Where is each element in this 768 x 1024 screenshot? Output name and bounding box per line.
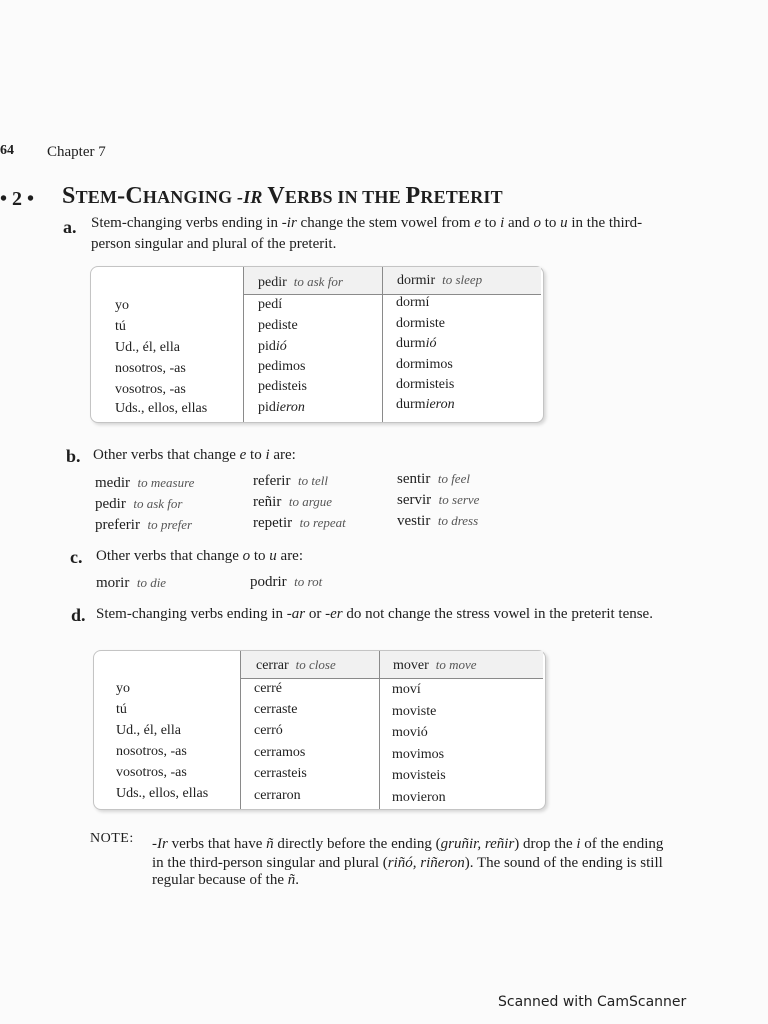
gloss: to feel [437,471,470,486]
page-number: 64 [0,143,14,158]
form-cerrar: cerraste [254,702,298,717]
text: riñó, riñeron [387,855,465,871]
gloss: to prefer [147,517,193,532]
text: in the third-person singular and plural ( [152,855,388,871]
text: Other verbs that change [96,548,243,564]
pronoun: tú [115,319,126,334]
title-part: P [405,183,421,209]
title-part: -C [117,183,143,209]
title-part: -IR [232,187,268,207]
verb: morir [96,575,130,591]
text: u [560,215,568,231]
pronoun: vosotros, -as [116,765,187,780]
form-mover: movimos [392,747,445,762]
form-dormir [396,397,455,413]
form-cerrar: cerró [254,723,283,738]
text: are: [269,447,296,463]
title-part: S [62,183,76,209]
form-mover: moví [392,682,421,697]
form-cerrar: cerré [254,681,282,696]
verb-entry [253,491,332,513]
verb-entry [96,572,166,594]
form-pedir [258,379,307,395]
form-pedir [258,339,287,355]
form-part: dormí [396,295,430,310]
gloss: to serve [438,492,480,507]
verb: mover [393,658,429,673]
column-header-mover [393,657,477,674]
part-d-text [96,604,653,625]
verb: cerrar [256,658,289,673]
form-part: ió [425,336,437,351]
verb-entry [95,472,194,494]
part-b-letter: b. [66,446,81,466]
part-a-letter: a. [63,217,77,237]
column-divider [240,651,241,809]
text: i [500,215,505,231]
text: ñ [266,836,274,852]
title-part: ERBS IN THE [284,187,406,207]
form-mover: movió [392,725,428,740]
gloss: to close [295,657,336,672]
scanner-watermark: Scanned with CamScanner [498,994,687,1010]
form-mover: moviste [392,704,437,719]
column-divider [379,651,380,809]
verb-entry [397,489,479,511]
text: of the ending [580,836,664,852]
verb: repetir [253,515,293,531]
verb: referir [253,473,291,489]
form-part: ieron [275,400,305,415]
text: directly before the ending ( [273,836,441,852]
verb: pedir [258,275,287,290]
verb: pedir [95,496,126,512]
verb-entry [397,510,478,532]
verb-entry [250,571,322,593]
text: Other verbs that change [93,447,240,463]
title-part: V [267,183,285,209]
text: or [305,606,326,622]
form-pedir [258,297,282,313]
pronoun: Uds., ellos, ellas [116,786,209,801]
verb: reñir [253,494,282,510]
form-part: durm [396,397,426,412]
pronoun: vosotros, -as [115,382,186,397]
verb-entry [253,470,328,492]
text: in the third- [567,215,643,231]
verb-entry [253,512,346,534]
verb-entry [397,468,470,490]
text: o [242,548,251,564]
verb: medir [95,475,130,491]
text: e [239,447,247,463]
verb: podrir [250,574,287,590]
verb: preferir [95,517,140,533]
form-part: ieron [425,397,455,412]
form-dormir [396,295,429,311]
form-cerrar: cerramos [254,745,306,760]
text: and [504,215,534,231]
conjugation-table-cerrar-mover [93,650,546,810]
column-divider [382,267,383,422]
text: -ir [281,215,297,231]
column-divider [243,267,244,422]
form-part: pedisteis [258,379,307,394]
gloss: to ask for [133,496,183,511]
text: e [474,215,481,231]
form-part: ió [275,339,287,354]
text: o [533,215,541,231]
pronoun: yo [115,298,129,313]
part-c-text [96,546,303,567]
note-label: NOTE: [90,831,134,846]
text: to [250,548,270,564]
form-mover: movisteis [392,768,446,783]
gloss: to repeat [299,515,346,530]
gloss: to ask for [293,274,343,289]
gloss: to die [136,575,167,590]
text: change the stem vowel from [296,215,475,231]
text: . [295,872,300,888]
text: verbs that have [167,836,267,852]
form-dormir [396,336,436,352]
pronoun: Ud., él, ella [116,723,181,738]
verb-entry [95,514,192,536]
form-cerrar: cerrasteis [254,766,307,781]
text: Stem-changing verbs ending in [91,215,282,231]
text: -er [325,606,343,622]
text: do not change the stress vowel in the preterit tense. [342,606,653,622]
form-dormir [396,377,454,393]
text: regular because of the [152,872,288,888]
pronoun: Ud., él, ella [115,340,180,355]
verb: vestir [397,513,431,529]
text: Stem-changing verbs ending in [96,606,287,622]
pronoun: Uds., ellos, ellas [115,401,208,416]
text: i [265,447,270,463]
part-a-text [91,213,642,234]
verb-entry [95,493,182,515]
verb: dormir [397,273,436,288]
title-part: HANGING [142,187,233,207]
text: to [246,447,266,463]
gloss: to argue [288,494,333,509]
column-header-pedir [258,274,343,291]
column-header-cerrar [256,657,336,674]
chapter-label: Chapter 7 [47,144,106,160]
text: ñ [287,872,296,888]
gloss: to dress [437,513,479,528]
text: to [540,215,561,231]
part-d-letter: d. [71,605,86,625]
form-part: pedí [258,297,283,312]
text: ). The sound of the ending is still [464,855,663,871]
pronoun: yo [116,681,130,696]
gloss: to move [435,657,477,672]
form-pedir [258,400,305,416]
form-dormir [396,357,453,373]
text: u [269,548,277,564]
form-part: pedimos [258,359,306,374]
form-cerrar: cerraron [254,788,301,803]
form-part: durm [396,336,426,351]
form-dormir [396,316,445,332]
text: gruñir, reñir [440,836,515,852]
verb: servir [397,492,432,508]
pronoun: nosotros, -as [116,744,187,759]
column-header-dormir [397,272,482,289]
part-c-letter: c. [70,547,83,567]
section-number: • 2 • [0,188,35,210]
form-part: dormiste [396,316,445,331]
note-line-1 [152,834,663,855]
text: -Ir [152,836,168,852]
text: are: [276,548,304,564]
title-part: TEM [75,187,118,207]
title-part: RETERIT [420,187,503,207]
gloss: to rot [294,574,323,589]
form-part: pediste [258,318,298,333]
form-part: pid [258,339,276,354]
conjugation-table-pedir-dormir [90,266,544,423]
pronoun: nosotros, -as [115,361,186,376]
section-title [62,183,503,210]
form-part: pid [258,400,276,415]
form-part: dormimos [396,357,453,372]
text: i [576,836,581,852]
text: ) drop the [514,836,577,852]
form-part: dormisteis [396,377,455,392]
form-pedir [258,318,298,334]
gloss: to measure [137,475,195,490]
pronoun: tú [116,702,127,717]
part-b-text [93,445,296,466]
gloss: to tell [297,473,328,488]
note-line-3 [152,870,299,891]
part-a-line2: person singular and plural of the preterit. [91,236,337,252]
text: to [480,215,501,231]
form-mover: movieron [392,790,446,805]
verb: sentir [397,471,431,487]
gloss: to sleep [442,272,483,287]
text: -ar [286,606,306,622]
form-pedir [258,359,305,375]
